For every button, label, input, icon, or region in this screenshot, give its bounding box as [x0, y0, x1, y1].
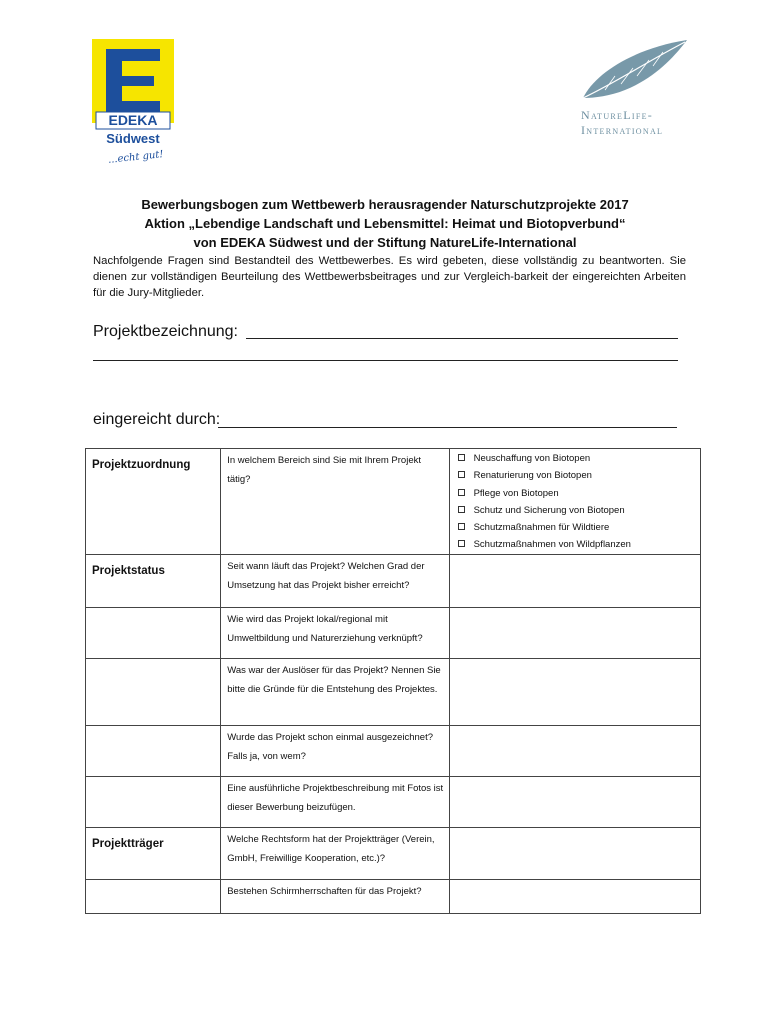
- option-item[interactable]: Schutzmaßnahmen für Wildtiere: [458, 519, 700, 536]
- option-item[interactable]: Renaturierung von Biotopen: [458, 467, 700, 484]
- answer-cell[interactable]: [449, 658, 700, 725]
- option-list: [450, 449, 700, 554]
- option-item[interactable]: Pflege von Biotopen: [458, 485, 700, 502]
- category-cell: [86, 725, 221, 776]
- question-cell: Wie wird das Projekt lokal/regional mit Umweltbildung und Naturerziehung verknüpft?: [221, 607, 449, 658]
- table-row: [86, 658, 701, 725]
- table-row: [86, 607, 701, 658]
- checkbox-icon[interactable]: [458, 454, 465, 461]
- svg-text:Südwest: Südwest: [106, 131, 160, 146]
- naturelife-line2: International: [581, 123, 664, 137]
- checkbox-icon[interactable]: [458, 540, 465, 547]
- title-line-2: Aktion „Lebendige Landschaft und Lebensmittel: Heimat und Biotopverbund“: [144, 216, 626, 231]
- category-cell: Projektträger: [86, 827, 221, 879]
- category-cell: [86, 658, 221, 725]
- answer-cell[interactable]: [449, 725, 700, 776]
- category-cell: [86, 607, 221, 658]
- answer-cell[interactable]: [449, 879, 700, 913]
- title-line-1: Bewerbungsbogen zum Wettbewerb herausragender Naturschutzprojekte 2017: [141, 197, 629, 212]
- question-cell: Eine ausführliche Projektbeschreibung mit Fotos ist dieser Bewerbung beizufügen.: [221, 776, 449, 827]
- category-cell: [86, 879, 221, 913]
- naturelife-line1: NatureLife-: [581, 108, 654, 122]
- category-cell: Projektstatus: [86, 554, 221, 607]
- application-form-table: [85, 448, 701, 914]
- table-row: [86, 827, 701, 879]
- table-row: [86, 449, 701, 555]
- options-cell: [449, 449, 700, 555]
- question-cell: Was war der Auslöser für das Projekt? Nennen Sie bitte die Gründe für die Entstehung des Projektes.: [221, 658, 449, 725]
- title-line-3: von EDEKA Südwest und der Stiftung NatureLife-International: [193, 235, 577, 250]
- question-cell: Welche Rechtsform hat der Projektträger (Verein, GmbH, Freiwillige Kooperation, etc.)?: [221, 827, 449, 879]
- checkbox-icon[interactable]: [458, 506, 465, 513]
- option-item[interactable]: Schutz und Sicherung von Biotopen: [458, 502, 700, 519]
- question-cell: Wurde das Projekt schon einmal ausgezeichnet? Falls ja, von wem?: [221, 725, 449, 776]
- checkbox-icon[interactable]: [458, 523, 465, 530]
- question-cell: Seit wann läuft das Projekt? Welchen Grad der Umsetzung hat das Projekt bisher erreicht?: [221, 554, 449, 607]
- category-cell: Projektzuordnung: [86, 449, 221, 555]
- edeka-logo: [92, 39, 174, 167]
- option-item[interactable]: Neuschaffung von Biotopen: [458, 450, 700, 467]
- project-name-line-2[interactable]: [93, 360, 678, 361]
- question-cell: Bestehen Schirmherrschaften für das Projekt?: [221, 879, 449, 913]
- question-cell: In welchem Bereich sind Sie mit Ihrem Projekt tätig?: [221, 449, 449, 555]
- checkbox-icon[interactable]: [458, 489, 465, 496]
- category-cell: [86, 776, 221, 827]
- table-row: [86, 725, 701, 776]
- answer-cell[interactable]: [449, 776, 700, 827]
- naturelife-wordmark: [581, 108, 663, 138]
- intro-text: Nachfolgende Fragen sind Bestandteil des Wettbewerbes. Es wird gebeten, diese vollständig zu beantworten. Sie dienen zur vollständigen Beurteilung des Wettbewerbsbeitrages und zur Vergleich-barkeit der eingereichten Arbeiten für die Jury-Mitglieder.: [93, 255, 686, 299]
- answer-cell[interactable]: [449, 554, 700, 607]
- svg-text:EDEKA: EDEKA: [108, 112, 158, 128]
- table-row: [86, 879, 701, 913]
- checkbox-icon[interactable]: [458, 471, 465, 478]
- svg-text:...echt gut!: ...echt gut!: [107, 149, 164, 166]
- table-row: [86, 554, 701, 607]
- project-name-line[interactable]: [246, 338, 678, 339]
- project-name-label: Projektbezeichnung:: [93, 323, 238, 340]
- submitted-by-line[interactable]: [218, 427, 677, 428]
- answer-cell[interactable]: [449, 607, 700, 658]
- submitted-by-label: eingereicht durch:: [93, 411, 221, 428]
- answer-cell[interactable]: [449, 827, 700, 879]
- option-item[interactable]: Schutzmaßnahmen von Wildpflanzen: [458, 536, 700, 553]
- table-row: [86, 776, 701, 827]
